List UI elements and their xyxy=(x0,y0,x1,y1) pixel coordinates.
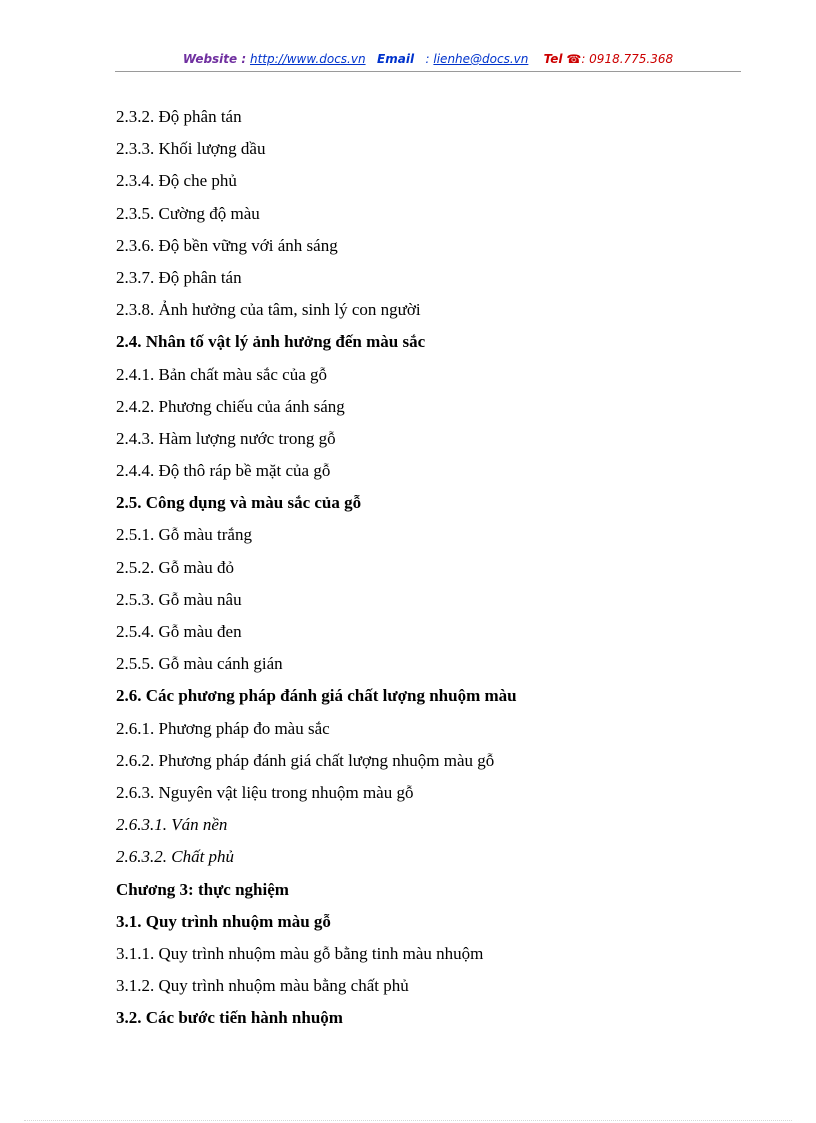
toc-entry: 2.3.7. Độ phân tán xyxy=(116,267,242,287)
toc-entry: 2.5.1. Gỗ màu trắng xyxy=(116,525,252,545)
toc-entry: 3.1.2. Quy trình nhuộm màu bằng chất phủ xyxy=(116,976,409,996)
toc-entry: Chương 3: thực nghiệm xyxy=(116,879,289,899)
toc-entry: 2.4.1. Bản chất màu sắc của gỗ xyxy=(116,364,328,384)
toc-entry: 2.3.4. Độ che phủ xyxy=(116,171,237,191)
toc-entry: 2.6.1. Phương pháp đo màu sắc xyxy=(116,718,330,738)
toc-entry: 2.5. Công dụng và màu sắc của gỗ xyxy=(116,493,362,513)
website-label: Website : xyxy=(182,52,247,66)
toc-entry: 3.1.1. Quy trình nhuộm màu gỗ bằng tinh màu nhuộm xyxy=(116,943,484,963)
email-label: Email xyxy=(377,52,415,66)
toc-entry: 2.4. Nhân tố vật lý ảnh hưởng đến màu sắc xyxy=(116,332,426,352)
header-divider xyxy=(115,71,741,72)
toc-entry: 2.5.3. Gỗ màu nâu xyxy=(116,589,242,609)
toc-entry: 2.6.2. Phương pháp đánh giá chất lượng nhuộm màu gỗ xyxy=(116,750,495,770)
page-header xyxy=(115,52,741,66)
toc-entry: 2.4.3. Hàm lượng nước trong gỗ xyxy=(116,428,336,448)
phone-number: : 0918.775.368 xyxy=(581,52,674,66)
toc-entry: 2.6. Các phương pháp đánh giá chất lượng nhuộm màu xyxy=(116,686,517,706)
website-link[interactable]: http://www.docs.vn xyxy=(249,52,366,66)
toc-entry: 3.2. Các bước tiến hành nhuộm xyxy=(116,1008,343,1028)
toc-entry: 2.3.5. Cường độ màu xyxy=(116,203,260,223)
toc-entry: 2.5.2. Gỗ màu đỏ xyxy=(116,557,235,577)
toc-entry: 2.3.8. Ảnh hưởng của tâm, sinh lý con người xyxy=(116,300,421,320)
toc-entry: 2.3.3. Khối lượng dầu xyxy=(116,139,266,159)
email-separator: : xyxy=(425,52,430,66)
toc-entry: 2.6.3. Nguyên vật liệu trong nhuộm màu gỗ xyxy=(116,782,414,802)
toc-entry: 2.4.4. Độ thô ráp bề mặt của gỗ xyxy=(116,461,331,481)
toc-entry: 2.6.3.1. Ván nền xyxy=(116,815,228,835)
table-of-contents xyxy=(116,105,517,1038)
toc-entry: 2.4.2. Phương chiếu của ánh sáng xyxy=(116,396,345,416)
tel-label: Tel xyxy=(543,52,563,66)
toc-entry: 2.5.5. Gỗ màu cánh gián xyxy=(116,654,283,674)
footer-divider xyxy=(24,1120,792,1121)
toc-entry: 3.1. Quy trình nhuộm màu gỗ xyxy=(116,911,331,931)
toc-entry: 2.3.6. Độ bền vững với ánh sáng xyxy=(116,235,338,255)
toc-entry: 2.5.4. Gỗ màu đen xyxy=(116,622,242,641)
toc-entry: 2.3.2. Độ phân tán xyxy=(116,107,242,126)
toc-entry: 2.6.3.2. Chất phủ xyxy=(116,847,235,867)
phone-icon: ☎ xyxy=(566,52,582,66)
email-link[interactable]: lienhe@docs.vn xyxy=(433,52,529,66)
